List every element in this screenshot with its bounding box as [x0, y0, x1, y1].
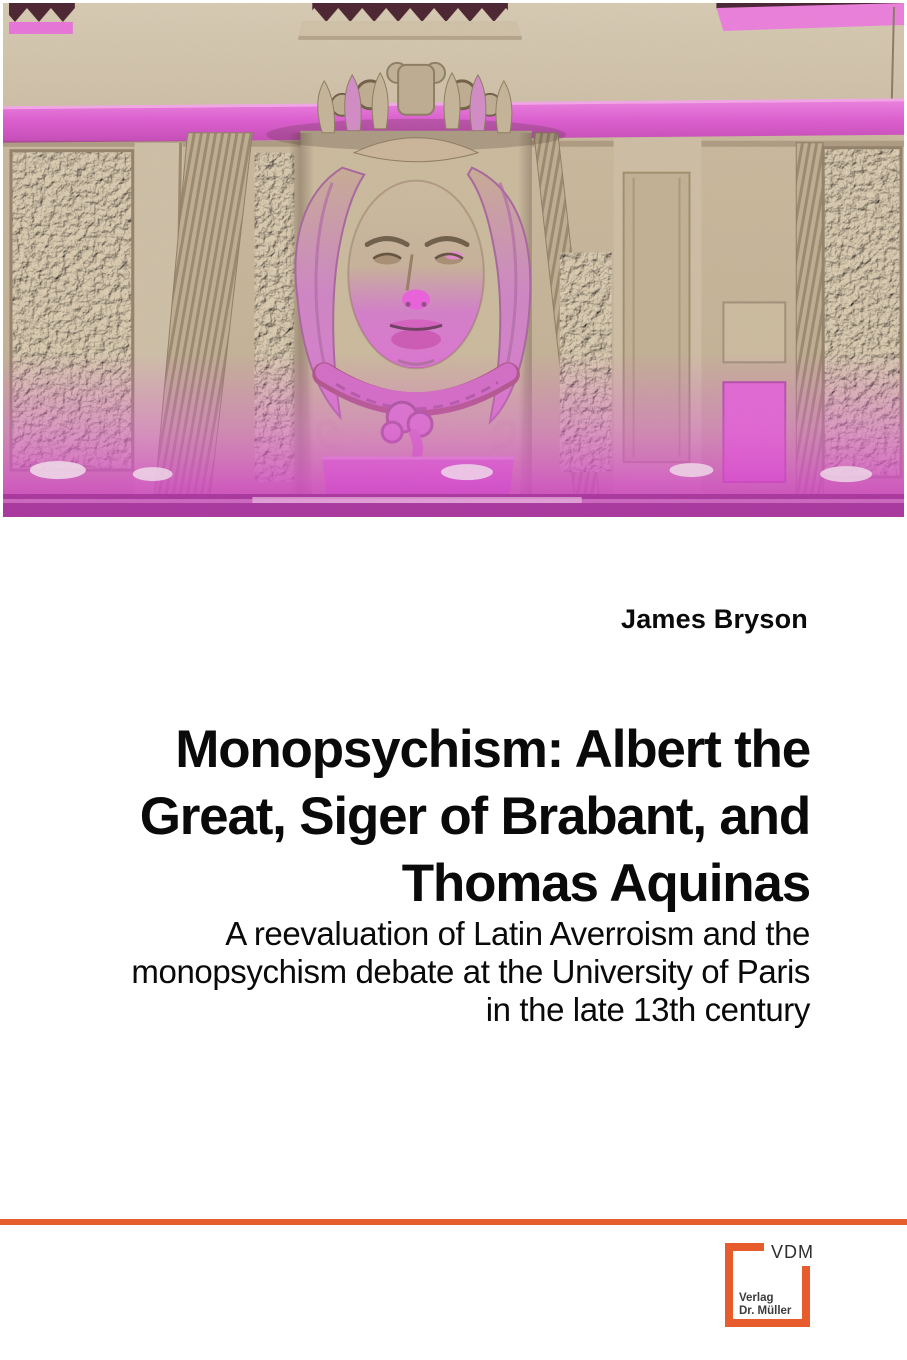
publisher-name-line: Dr. Müller	[739, 1305, 792, 1317]
publisher-logo	[722, 1240, 814, 1332]
subtitle-line: A reevaluation of Latin Averroism and the	[225, 915, 810, 952]
cover-photo	[3, 3, 904, 517]
facade-mascaron-illustration	[3, 3, 904, 517]
publisher-name-line: Verlag	[739, 1292, 774, 1304]
subtitle-line: in the late 13th century	[485, 991, 810, 1028]
photo-grain-overlay	[3, 3, 904, 517]
title-line: Monopsychism: Albert the	[175, 720, 810, 779]
book-title	[140, 716, 810, 917]
subtitle-line: monopsychism debate at the University of Paris	[131, 953, 810, 990]
divider-rule	[0, 1219, 907, 1225]
publisher-name	[739, 1292, 791, 1318]
book-subtitle	[131, 915, 810, 1029]
title-line: Great, Siger of Brabant, and	[139, 787, 810, 846]
title-line: Thomas Aquinas	[401, 854, 810, 913]
vdm-logo-acronym: VDM	[771, 1242, 814, 1262]
author-name: James Bryson	[621, 604, 808, 634]
